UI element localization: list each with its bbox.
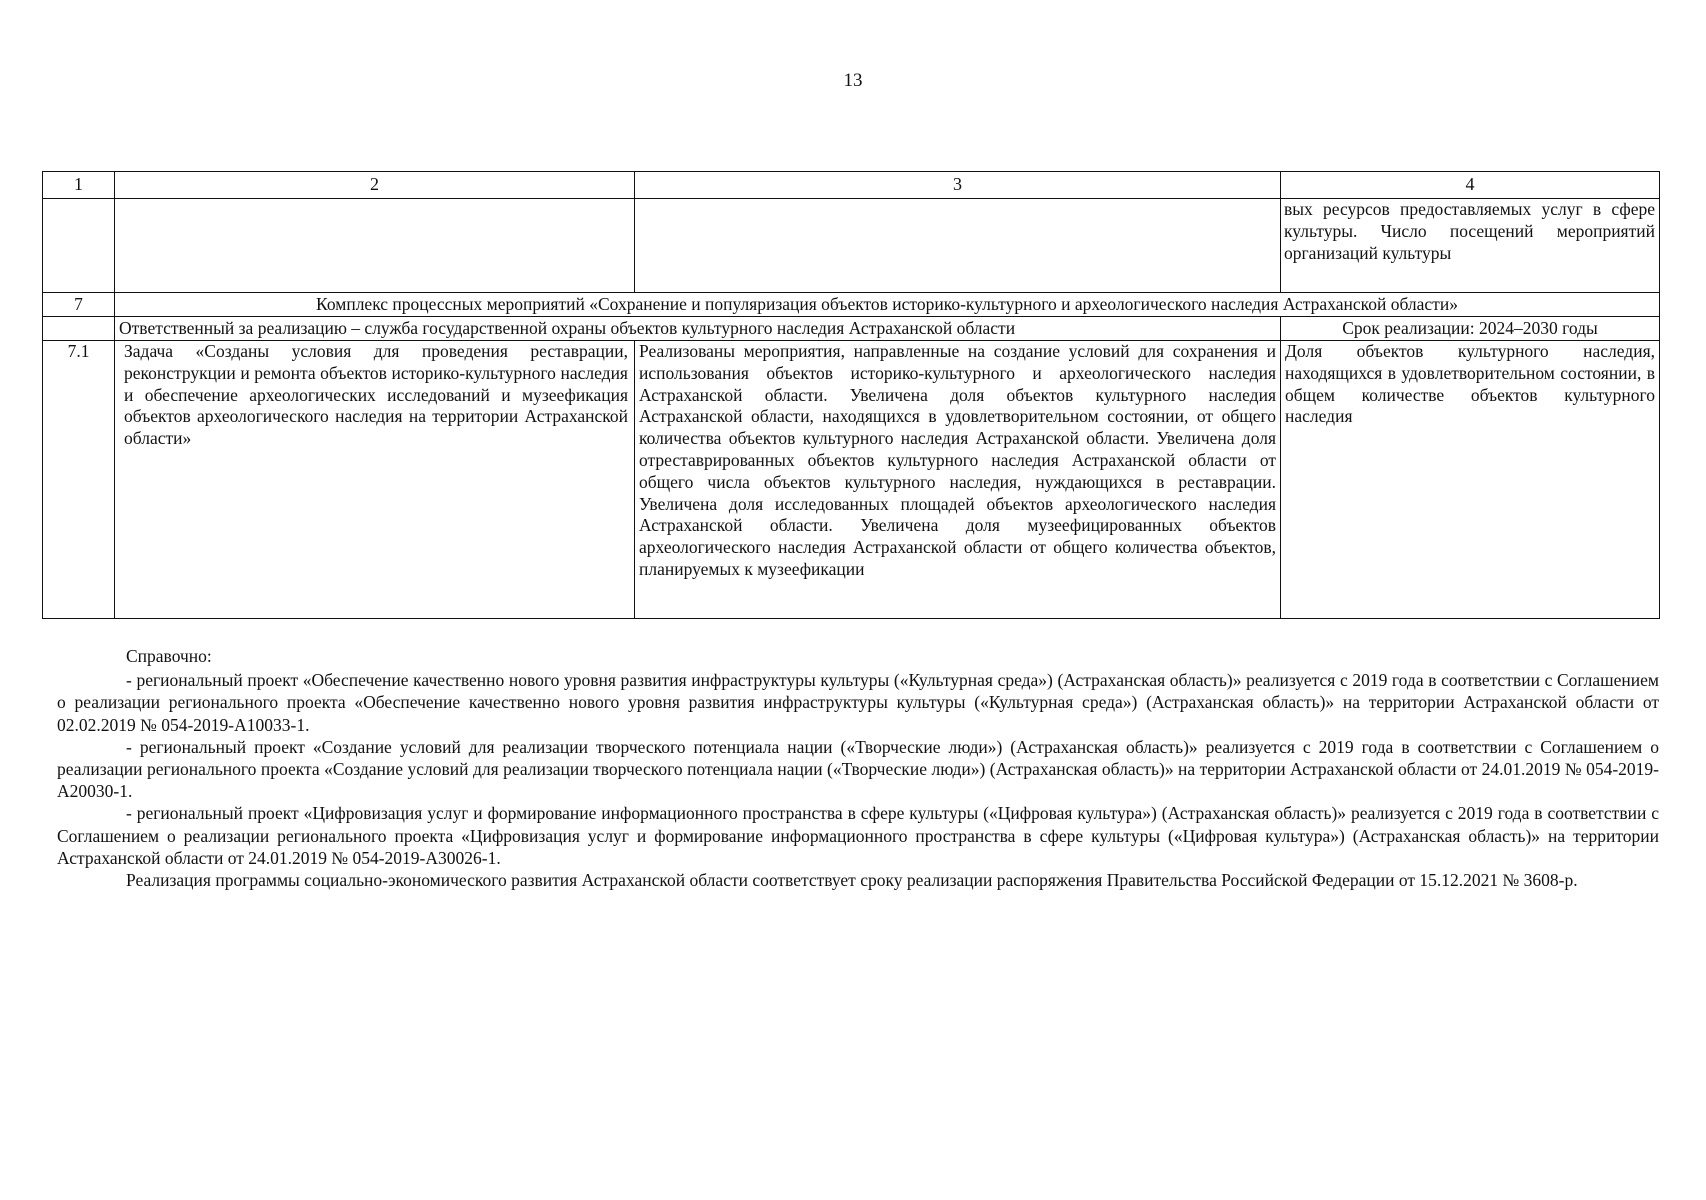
section-title-cell: Комплекс процессных мероприятий «Сохранение и популяризация объектов историко-культурного и археологического наследия Астраханской области» bbox=[115, 293, 1660, 317]
notes-title: Справочно: bbox=[126, 646, 212, 666]
note-paragraph: - региональный проект «Создание условий для реализации творческого потенциала нации («Творческие люди») (Астраханская область)» реализуется с 2019 года в соответствии с Соглашением о реализации регионального проекта «Создание условий для реализации творческого потенциала нации («Творческие люди») (Астраханская область)» на территории Астраханской области от 24.01.2019 № 054-2019-А20030-1. bbox=[57, 736, 1659, 802]
table-row-task-7-1 bbox=[43, 341, 1660, 619]
term-cell: Срок реализации: 2024–2030 годы bbox=[1281, 317, 1660, 341]
note-paragraph: - региональный проект «Цифровизация услуг и формирование информационного пространства в сфере культуры («Цифровая культура») (Астраханская область)» реализуется с 2019 года в соответствии с Соглашением о реализации регионального проекта «Цифровизация услуг и формирование информационного пространства в сфере культуры («Цифровая культура») (Астраханская область)» на территории Астраханской области от 24.01.2019 № 054-2019-А30026-1. bbox=[57, 803, 1659, 868]
continuation-indicators-cell: вых ресурсов предоставляемых услуг в сфере культуры. Число посещений мероприятий организаций культуры bbox=[1281, 199, 1660, 293]
table-row-responsible bbox=[43, 317, 1660, 341]
table-header-row bbox=[43, 172, 1660, 199]
responsible-cell: Ответственный за реализацию – служба государственной охраны объектов культурного наследия Астраханской области bbox=[115, 317, 1281, 341]
note-paragraph: - региональный проект «Обеспечение качественно нового уровня развития инфраструктуры культуры («Культурная среда») (Астраханская область)» реализуется с 2019 года в соответствии с Соглашением о реализации регионального проекта «Обеспечение качественно нового уровня развития инфраструктуры культуры («Культурная среда») (Астраханская область)» на территории Астраханской области от 02.02.2019 № 054-2019-А10033-1. bbox=[57, 670, 1659, 735]
table-row-section-7 bbox=[43, 293, 1660, 317]
task-cell: Задача «Созданы условия для проведения реставрации, реконструкции и ремонта объектов историко-культурного наследия и обеспечение археологических исследований и музеефикация объектов археологического наследия на территории Астраханской области» bbox=[115, 341, 635, 619]
result-cell: Реализованы мероприятия, направленные на создание условий для сохранения и использования объектов историко-культурного и археологического наследия Астраханской области. Увеличена доля объектов культурного наследия Астраханской области, находящихся в удовлетворительном состоянии, от общего количества объектов культурного наследия Астраханской области. Увеличена доля отреставрированных объектов культурного наследия Астраханской области от общего числа объектов культурного наследия, нуждающихся в реставрации. Увеличена доля исследованных площадей объектов археологического наследия Астраханской области. Увеличена доля музеефицированных объектов археологического наследия Астраханской области от общего количества объектов, планируемых к музеефикации bbox=[635, 341, 1281, 619]
continuation-cell-3 bbox=[635, 199, 1281, 293]
continuation-cell-1 bbox=[43, 199, 115, 293]
reference-notes bbox=[57, 645, 1659, 891]
column-number-1: 1 bbox=[43, 172, 115, 199]
table-row-continuation bbox=[43, 199, 1660, 293]
page-number: 13 bbox=[843, 70, 863, 91]
continuation-cell-2 bbox=[115, 199, 635, 293]
indicator-cell: Доля объектов культурного наследия, находящихся в удовлетворительном состоянии, в общем количестве объектов культурного наследия bbox=[1281, 341, 1660, 619]
responsible-empty-cell bbox=[43, 317, 115, 341]
column-number-3: 3 bbox=[635, 172, 1281, 199]
column-number-2: 2 bbox=[115, 172, 635, 199]
program-table bbox=[42, 171, 1660, 619]
task-number-cell: 7.1 bbox=[43, 341, 115, 619]
section-number-cell: 7 bbox=[43, 293, 115, 317]
column-number-4: 4 bbox=[1281, 172, 1660, 199]
note-paragraph: Реализация программы социально-экономического развития Астраханской области соответствует сроку реализации распоряжения Правительства Российской Федерации от 15.12.2021 № 3608-р. bbox=[126, 870, 1578, 891]
